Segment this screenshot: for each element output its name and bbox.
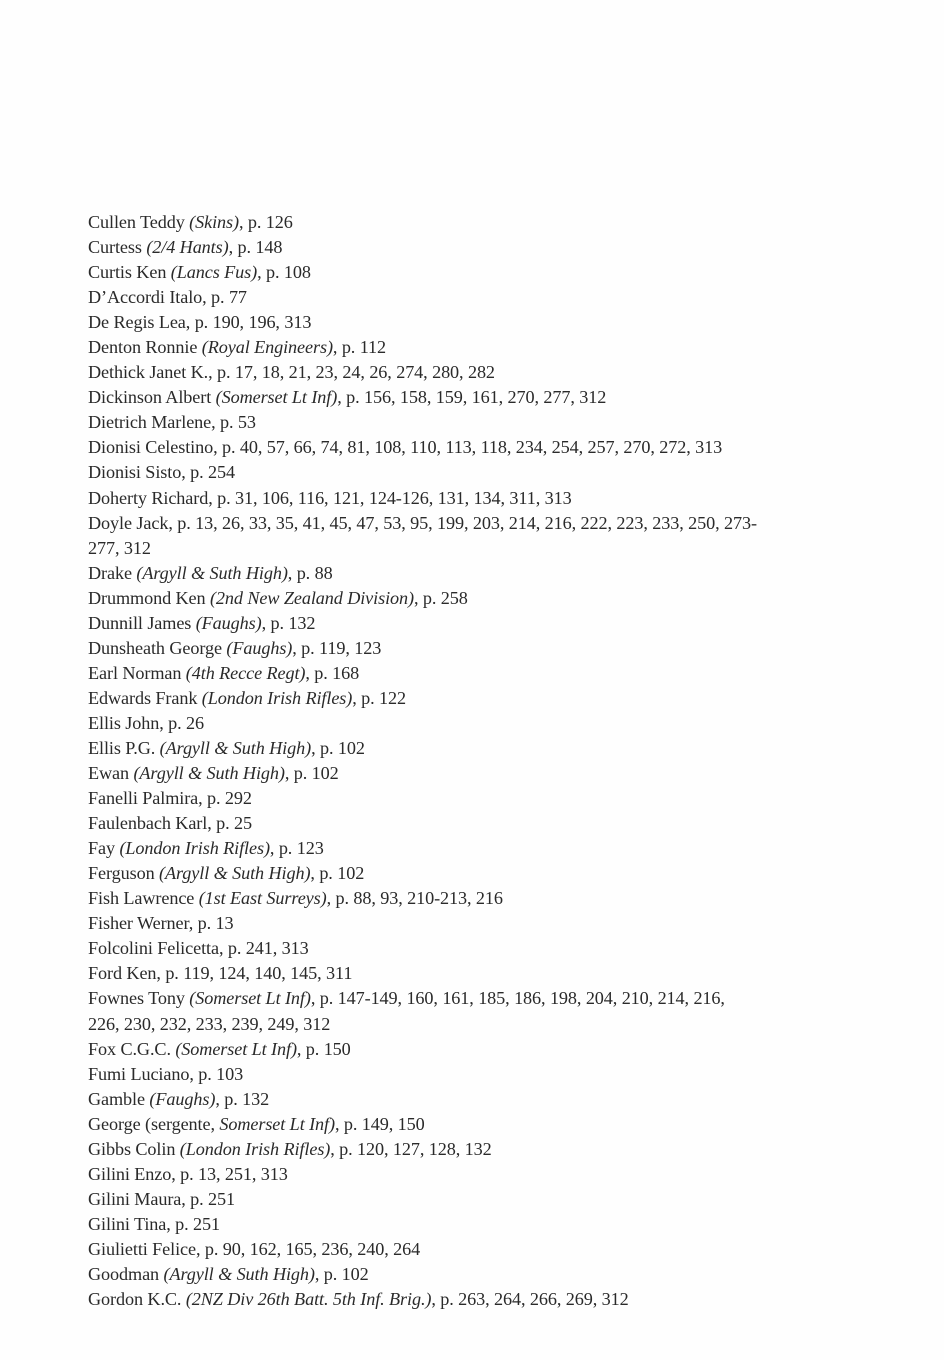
entry-pages: , p. 120, 127, 128, 132 (330, 1138, 492, 1159)
entry-pages: , p. 251 (181, 1188, 236, 1209)
index-entry (88, 210, 788, 235)
index-entry (88, 1212, 788, 1237)
entry-pages: , p. 40, 57, 66, 74, 81, 108, 110, 113, 118, 234, 254, 257, 270, 272, 313 (213, 437, 723, 458)
entry-pages: , p. 241, 313 (218, 938, 309, 959)
entry-name: Fisher Werner (88, 913, 189, 934)
entry-unit: (Argyll & Suth High) (163, 1263, 315, 1284)
entry-pages: , p. 119, 124, 140, 145, 311 (156, 963, 353, 984)
entry-pages: , p. 17, 18, 21, 23, 24, 26, 274, 280, 282 (208, 362, 495, 383)
entry-unit: (Royal Engineers) (201, 337, 333, 358)
index-entry (88, 736, 788, 761)
index-entry (88, 561, 788, 586)
entry-pages: , p. 251 (166, 1213, 221, 1234)
entry-unit: (4th Recce Regt) (185, 662, 306, 683)
entry-pages: , p. 13, 251, 313 (171, 1163, 288, 1184)
entry-name: Denton Ronnie (88, 337, 202, 358)
index-entry (88, 836, 788, 861)
entry-pages: , p. 90, 162, 165, 236, 240, 264 (196, 1238, 421, 1259)
index-entry (88, 460, 788, 485)
entry-unit: (Faughs) (226, 637, 293, 658)
entry-unit: (2NZ Div 26th Batt. 5th Inf. Brig.) (185, 1289, 432, 1310)
entry-pages: , p. 132 (261, 612, 316, 633)
entry-pages: , p. 149, 150 (334, 1113, 425, 1134)
index-entry (88, 1262, 788, 1287)
entry-name: Dethick Janet K. (88, 362, 209, 383)
entry-pages-continued: 277, 312 (88, 537, 151, 558)
entry-unit: (2/4 Hants) (146, 237, 229, 258)
index-entry (88, 385, 788, 410)
entry-unit: (Argyll & Suth High) (133, 763, 285, 784)
entry-pages: , p. 126 (238, 212, 293, 232)
index-entry (88, 1037, 788, 1062)
entry-name: Dionisi Celestino (88, 437, 214, 458)
index-entry (88, 611, 788, 636)
entry-unit: (1st East Surreys) (198, 888, 327, 909)
index-entry (88, 711, 788, 736)
index-entry (88, 285, 788, 310)
entry-name: Cullen Teddy (88, 212, 190, 232)
entry-name: Fownes Tony (88, 988, 190, 1009)
index-entry (88, 586, 788, 611)
entry-pages: , p. 150 (296, 1038, 351, 1059)
entry-pages: , p. 31, 106, 116, 121, 124-126, 131, 134, 311, 313 (208, 487, 572, 508)
entry-name: Ellis John (88, 712, 160, 733)
entry-name: Goodman (88, 1263, 164, 1284)
entry-unit: (London Irish Rifles) (119, 838, 270, 859)
index-entry (88, 335, 788, 360)
index-entry (88, 310, 788, 335)
entry-pages: , p. 190, 196, 313 (185, 312, 312, 333)
entry-name: Edwards Frank (88, 687, 202, 708)
entry-pages: , p. 88, 93, 210-213, 216 (326, 888, 503, 909)
entry-unit: (Somerset Lt Inf) (215, 387, 338, 408)
index-entry (88, 410, 788, 435)
entry-name: Fumi Luciano (88, 1063, 190, 1084)
entry-name: Curtis Ken (88, 262, 171, 283)
entry-pages: , p. 156, 158, 159, 161, 270, 277, 312 (337, 387, 607, 408)
entry-pages: , p. 147-149, 160, 161, 185, 186, 198, 204, 210, 214, 216, (310, 988, 725, 1009)
entry-pages-continued: 226, 230, 232, 233, 239, 249, 312 (88, 1013, 331, 1034)
index-entry (88, 511, 788, 561)
index-entry (88, 636, 788, 661)
entry-unit: (2nd New Zealand Division) (209, 587, 414, 608)
entry-unit: (London Irish Rifles) (179, 1138, 331, 1159)
entry-name: Dunsheath George (88, 637, 227, 658)
entry-pages: , p. 254 (181, 462, 235, 483)
index-entry (88, 1137, 788, 1162)
entry-name: De Regis Lea (88, 312, 186, 333)
index-entry (88, 786, 788, 811)
entry-unit: (Faughs) (195, 612, 262, 633)
entry-unit: (London Irish Rifles) (201, 687, 353, 708)
entry-name: Faulenbach Karl (88, 813, 208, 834)
entry-unit: (Faughs) (149, 1088, 216, 1109)
entry-name: Fox C.G.C. (88, 1038, 176, 1059)
entry-name: Ford Ken (88, 963, 157, 984)
index-entry (88, 911, 788, 936)
entry-name: Drummond Ken (88, 587, 210, 608)
entry-unit: (Somerset Lt Inf) (175, 1038, 297, 1059)
entry-name: Gamble (88, 1088, 150, 1109)
entry-name: Fay (88, 838, 120, 859)
entry-pages: , p. 102 (311, 737, 365, 758)
index-entry (88, 235, 788, 260)
entry-name: Giulietti Felice (88, 1238, 197, 1259)
index-entry (88, 1187, 788, 1212)
entry-name: Gibbs Colin (88, 1138, 180, 1159)
index-entry (88, 886, 788, 911)
entry-name: Fanelli Palmira (88, 788, 199, 809)
entry-pages: , p. 77 (202, 287, 247, 308)
entry-unit: (Skins) (189, 212, 239, 232)
entry-pages: , p. 148 (228, 237, 283, 258)
entry-pages: , p. 132 (215, 1088, 270, 1109)
entry-name: Dionisi Sisto (88, 462, 182, 483)
entry-pages: , p. 292 (198, 788, 252, 809)
entry-pages: , p. 26 (159, 712, 205, 733)
entry-name: Drake (88, 562, 137, 583)
index-entry (88, 961, 788, 986)
entry-pages: , p. 168 (305, 662, 360, 683)
entry-pages: , p. 123 (269, 838, 324, 859)
entry-pages: , p. 102 (310, 863, 365, 884)
index-entry (88, 761, 788, 786)
index-entry (88, 1162, 788, 1187)
entry-pages: , p. 263, 264, 266, 269, 312 (431, 1289, 629, 1310)
index-entry (88, 661, 788, 686)
entry-unit: (Argyll & Suth High) (159, 863, 311, 884)
entry-unit: (Somerset Lt Inf) (189, 988, 311, 1009)
entry-name: Gilini Enzo (88, 1163, 172, 1184)
index-entry (88, 260, 788, 285)
index-entry (88, 435, 788, 460)
entry-pages: , p. 13 (188, 913, 234, 934)
entry-pages: , p. 103 (189, 1063, 244, 1084)
index-entry (88, 1112, 788, 1137)
entry-name: Gordon K.C. (88, 1289, 186, 1310)
entry-name: Doyle Jack (88, 512, 169, 533)
entry-pages: , p. 102 (314, 1263, 369, 1284)
entry-name: Ewan (88, 763, 134, 784)
entry-pages: , p. 102 (284, 763, 339, 784)
entry-pages: , p. 258 (414, 587, 468, 608)
entry-name: Folcolini Felicetta (88, 938, 219, 959)
index-entry (88, 811, 788, 836)
entry-name: Ferguson (88, 863, 160, 884)
entry-name: Doherty Richard (88, 487, 209, 508)
entry-pages: , p. 25 (207, 813, 252, 834)
entry-pages: , p. 112 (332, 337, 387, 358)
index-entry (88, 986, 788, 1036)
index-entry (88, 686, 788, 711)
entry-name: Fish Lawrence (88, 888, 199, 909)
entry-name: Dunnill James (88, 612, 196, 633)
index-entry (88, 486, 788, 511)
entry-name: Gilini Maura (88, 1188, 182, 1209)
entry-pages: , p. 13, 26, 33, 35, 41, 45, 47, 53, 95, 199, 203, 214, 216, 222, 223, 233, 250, 273- (168, 512, 757, 533)
entry-name: Dickinson Albert (88, 387, 216, 408)
entry-pages: , p. 108 (257, 262, 311, 283)
name-index-list (88, 210, 788, 1312)
entry-name: George (sergente, (88, 1113, 220, 1134)
entry-unit: (Lancs Fus) (170, 262, 258, 283)
index-entry (88, 1237, 788, 1262)
entry-name: Dietrich Marlene (88, 412, 212, 433)
entry-unit: Somerset Lt Inf) (219, 1113, 335, 1134)
entry-name: Earl Norman (88, 662, 186, 683)
index-entry (88, 360, 788, 385)
entry-pages: , p. 88 (287, 562, 333, 583)
index-entry (88, 1087, 788, 1112)
index-entry (88, 1062, 788, 1087)
entry-pages: , p. 119, 123 (292, 637, 382, 658)
entry-pages: , p. 53 (211, 412, 256, 433)
entry-pages: , p. 122 (352, 687, 407, 708)
index-entry (88, 1287, 788, 1312)
entry-name: Gilini Tina (88, 1213, 167, 1234)
entry-unit: (Argyll & Suth High) (136, 562, 288, 583)
entry-name: D’Accordi Italo (88, 287, 203, 308)
index-entry (88, 936, 788, 961)
index-entry (88, 861, 788, 886)
entry-name: Ellis P.G. (88, 737, 160, 758)
entry-name: Curtess (88, 237, 147, 258)
entry-unit: (Argyll & Suth High) (159, 737, 312, 758)
